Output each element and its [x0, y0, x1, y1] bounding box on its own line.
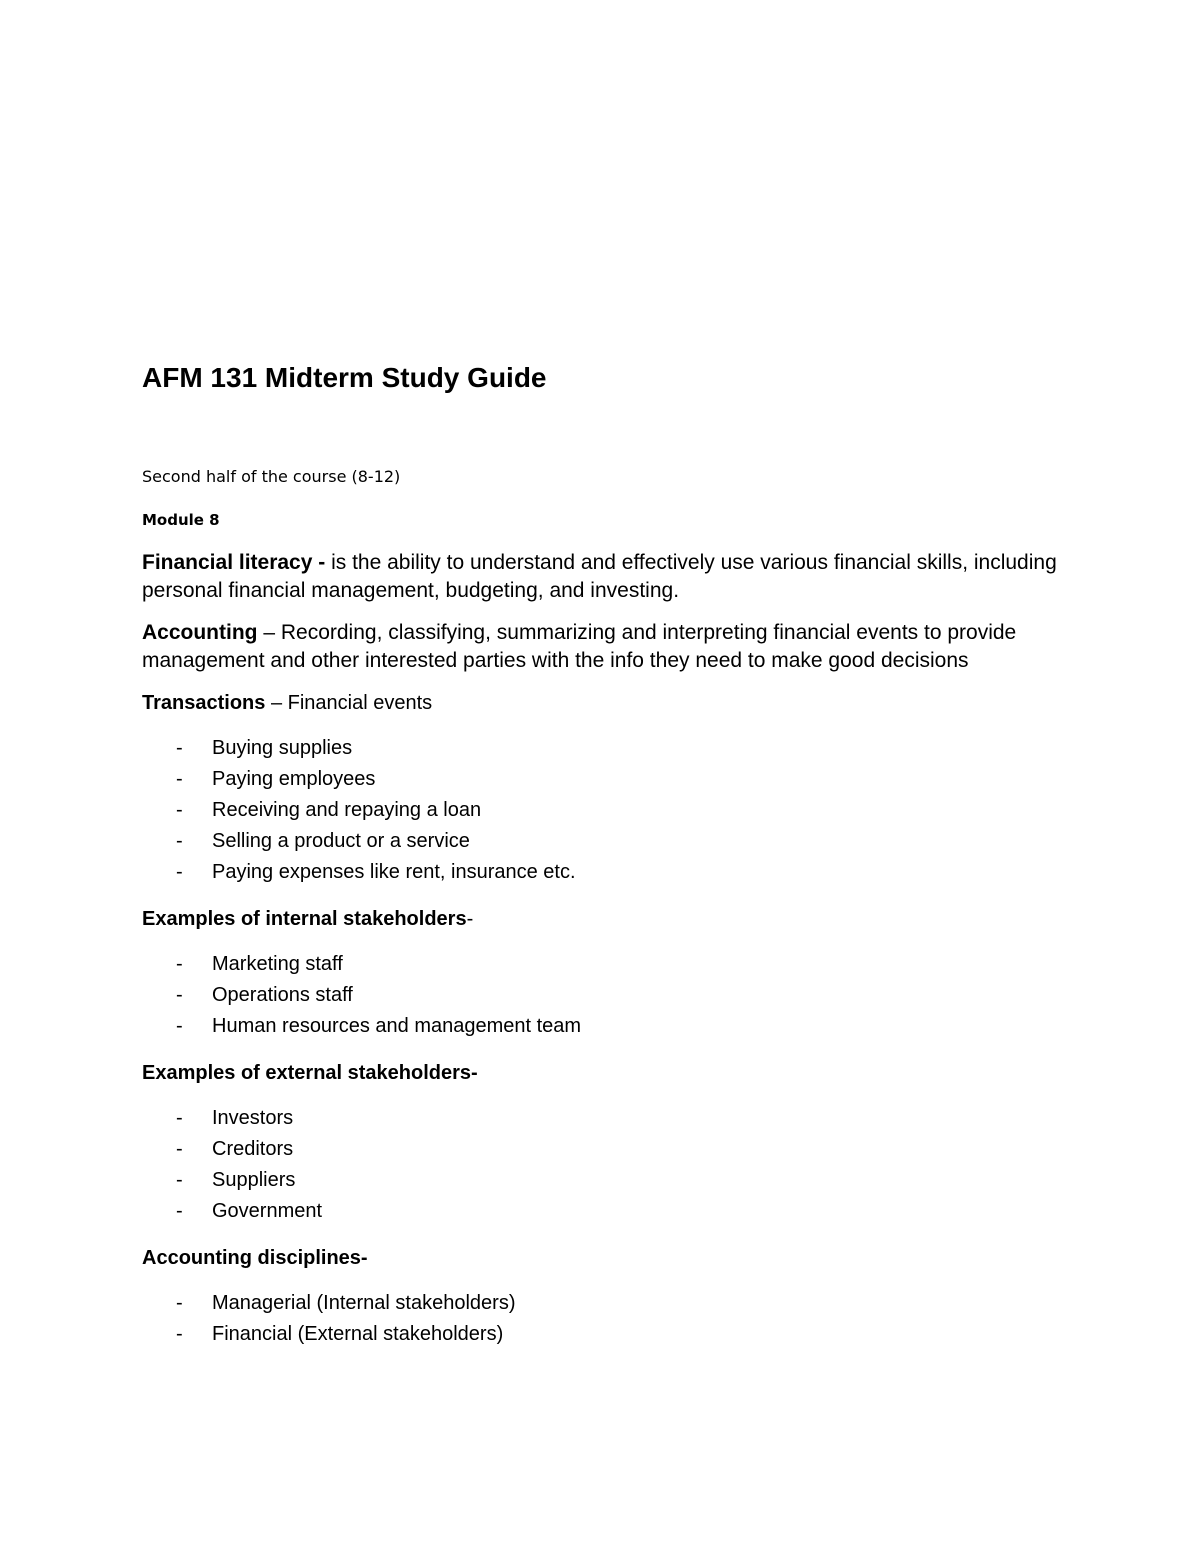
list-item: [142, 1288, 1072, 1319]
dash-bullet: -: [176, 953, 183, 975]
accounting-text: – Recording, classifying, summarizing and interpreting financial events to provide management and other interested parties with the info they need to make good decisions: [142, 621, 1017, 672]
transactions-list: [142, 733, 1072, 888]
accounting-disciplines-term: Accounting disciplines-: [142, 1247, 368, 1269]
list-item-text: Investors: [212, 1107, 294, 1129]
list-item-text: Managerial (Internal stakeholders): [212, 1292, 516, 1314]
list-item-text: Receiving and repaying a loan: [212, 799, 482, 821]
dash-bullet: -: [176, 1200, 183, 1222]
internal-stakeholders-heading: [142, 905, 1072, 933]
document-page: [142, 360, 1072, 1367]
list-item: [142, 826, 1072, 857]
list-item: [142, 1011, 1072, 1042]
dash-bullet: -: [176, 1169, 183, 1191]
list-item: [142, 1165, 1072, 1196]
list-item-text: Selling a product or a service: [212, 830, 470, 852]
internal-stakeholders-list: [142, 949, 1072, 1042]
dash-bullet: -: [176, 984, 183, 1006]
document-title: AFM 131 Midterm Study Guide: [142, 362, 547, 393]
list-item: [142, 764, 1072, 795]
accounting-disciplines-heading: [142, 1244, 1072, 1272]
list-item: [142, 795, 1072, 826]
dash-bullet: -: [176, 1323, 183, 1345]
financial-literacy-term: Financial literacy -: [142, 551, 326, 574]
dash-bullet: -: [176, 1292, 183, 1314]
accounting-term: Accounting: [142, 621, 258, 644]
list-item: [142, 1134, 1072, 1165]
list-item-text: Human resources and management team: [212, 1015, 582, 1037]
external-stakeholders-list: [142, 1103, 1072, 1227]
financial-literacy-definition: [142, 549, 1072, 605]
dash-bullet: -: [176, 768, 183, 790]
course-section-subtitle: Second half of the course (8-12): [142, 467, 401, 486]
dash-bullet: -: [176, 861, 183, 883]
internal-stakeholders-term: Examples of internal stakeholders: [142, 908, 467, 930]
list-item: [142, 733, 1072, 764]
transactions-heading: [142, 689, 1072, 717]
external-stakeholders-term: Examples of external stakeholders-: [142, 1062, 478, 1084]
list-item: [142, 1196, 1072, 1227]
list-item-text: Creditors: [212, 1138, 294, 1160]
list-item-text: Government: [212, 1200, 323, 1222]
list-item: [142, 949, 1072, 980]
list-item-text: Paying employees: [212, 768, 376, 790]
dash-bullet: -: [176, 1015, 183, 1037]
accounting-disciplines-list: [142, 1288, 1072, 1350]
list-item: [142, 857, 1072, 888]
list-item-text: Marketing staff: [212, 953, 343, 975]
external-stakeholders-heading: [142, 1059, 1072, 1087]
dash-bullet: -: [176, 799, 183, 821]
list-item: [142, 1319, 1072, 1350]
internal-stakeholders-suffix: -: [466, 908, 474, 930]
dash-bullet: -: [176, 1107, 183, 1129]
list-item-text: Operations staff: [212, 984, 353, 1006]
list-item-text: Buying supplies: [212, 737, 353, 759]
list-item: [142, 980, 1072, 1011]
dash-bullet: -: [176, 1138, 183, 1160]
list-item-text: Suppliers: [212, 1169, 296, 1191]
dash-bullet: -: [176, 737, 183, 759]
transactions-text: – Financial events: [265, 692, 433, 714]
financial-literacy-text: is the ability to understand and effectively use various financial skills, including personal financial management, budgeting, and investing.: [142, 551, 1057, 602]
list-item-text: Paying expenses like rent, insurance etc.: [212, 861, 576, 883]
module-heading: Module 8: [142, 511, 220, 529]
accounting-definition: [142, 619, 1072, 675]
transactions-term: Transactions: [142, 692, 266, 714]
list-item: [142, 1103, 1072, 1134]
list-item-text: Financial (External stakeholders): [212, 1323, 504, 1345]
dash-bullet: -: [176, 830, 183, 852]
